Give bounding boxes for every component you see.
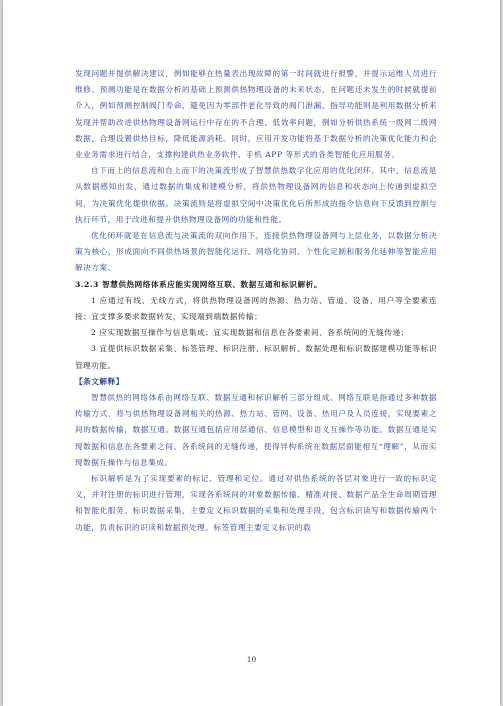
clause-item-2: 2 应实现数据互操作与信息集成；宜实现数据和信息在各要素间、各系统间的无缝传递； (90, 328, 409, 338)
paragraph-optimization-loop: 优化闭环就是在信息流与决策流的双向作用下，连接供热物理设备网与上层业务，以数据分析决策为核心，形成面向不同供热场景的智能化运行、网络化协同、个性化定制和服务化延伸等智能应用解决方案。 (75, 231, 437, 273)
section-heading-3-2-3: 3.2.3 智慧供热网络体系应能实现网络互联、数据互通和标识解析。 (75, 279, 322, 289)
paragraph-information-flow: 自下而上的信息流和自上而下的决策流形成了智慧供热数字化应用的优化闭环。其中，信息流是从数据感知出发，通过数据的集成和建模分析，将供热物理设备网的信息和状态向上传递到虚拟空间，为决策优化提供依据。决策流则是将虚拟空间中决策优化后所形成的指令信息向下反馈到控制与执行环节，用于改进和提升供热物理设备网的功能和性能。 (75, 166, 437, 224)
clause-item-3: 3 宜提供标识数据采集、标签管理、标识注册、标识解析、数据处理和标识数据建模功能等标识管理功能。 (75, 344, 437, 370)
clause-item-1: 1 应通过有线、无线方式，将供热物理设备网的热源、热力站、管道、设备、用户等全要素连接；宜支撑多要求数据转发，实现端到端数据传输； (75, 295, 437, 322)
page-number: 10 (246, 655, 257, 664)
document-page (3, 0, 500, 706)
paragraph-identifier-resolution: 标识解析是为了实现要素的标记、管理和定位。通过对供热系统的各层对象进行一致的标识定义，并对注册的标识进行管理，实现各系统间的对象数据传输、精准对接、数据产品全生命周期管理和智能化服务。标识数据采集，主要定义标识数据的采集和处理手段，包含标识读写和数据传输两个功能，负责标识的识读和数据预处理。标签管理主要定义标识的载 (75, 474, 437, 532)
paragraph-network-system: 智慧供热的网络体系由网络互联、数据互通和标识解析三部分组成。网络互联是指通过多种数据传输方式，将与供热物理设备网相关的热源、热力站、管网、设备、热用户及人员连接，实现要素之间的数据传输，数据互通。数据互通包括应用层通信、信息模型和语义互操作等功能。数据互通是实现数据和信息在各要素之间、各系统间的无缝传递，使得异构系统在数据层面能相互“理解”，从而实现数据互操作与信息集成。 (75, 393, 437, 467)
paragraph-functions: 发现问题并提供解决建议，例如能够在热量表出现故障的第一时间就进行报警，并提示运维人员进行维修。预测功能是在数据分析的基础上预测供热物理设备的未来状态，在问题还未发生的时候就提前介入，例如预测控制阀门寿命，避免因为零部件老化导致的阀门泄漏。指导功能则是利用数据分析来发现并帮助改进供热物理设备网运行中存在的不合理、低效率问题，例如分析供热系统一级网二级网数据，合理设置供热目标，降低能源消耗。同时，应用开发功能将基于数据分析的决策优化能力和企业业务需求进行结合，支撑构建供热业务软件、手机 APP 等形式的各类智能化应用服务。 (75, 69, 437, 160)
explanation-label: 【条文解释】 (75, 376, 124, 386)
page-body (75, 66, 437, 536)
